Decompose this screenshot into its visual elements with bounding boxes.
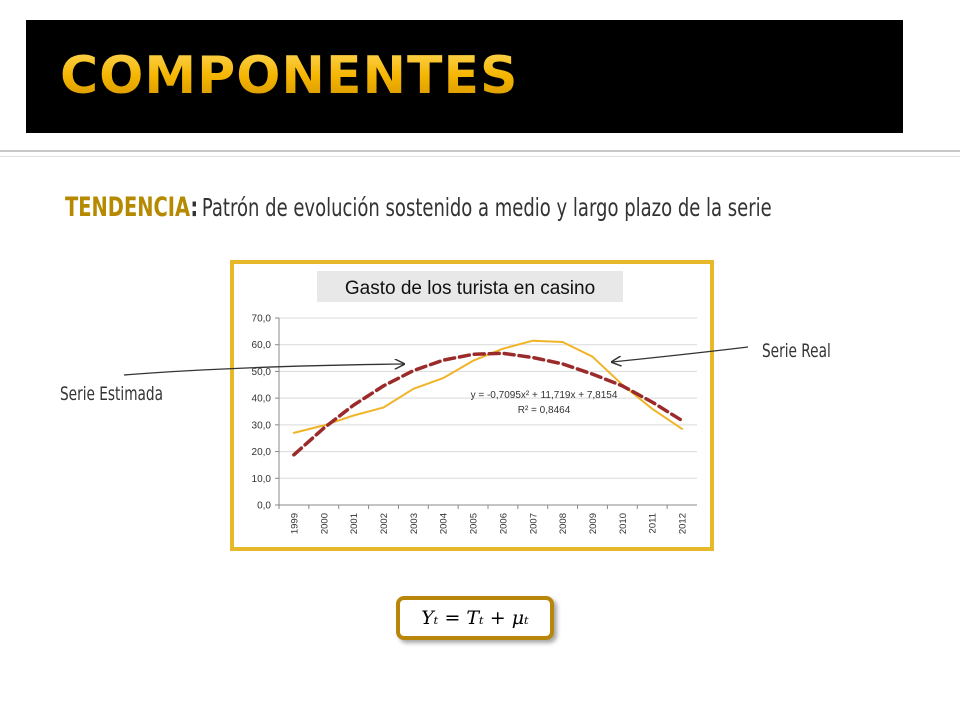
y-tick-label: 0,0 — [257, 500, 271, 512]
x-tick-label: 2011 — [647, 513, 659, 534]
x-tick-label: 2004 — [438, 513, 450, 535]
x-tick-label: 2001 — [349, 513, 361, 535]
y-tick-label: 60,0 — [251, 340, 271, 352]
x-tick-label: 2002 — [379, 513, 390, 535]
label-serie-real: Serie Real — [762, 340, 831, 362]
chart-title: Gasto de los turista en casino — [344, 278, 596, 299]
y-tick-label: 30,0 — [251, 420, 271, 432]
r-squared: R² = 0,8464 — [517, 405, 571, 416]
subtitle-key: TENDENCIA — [65, 192, 191, 223]
x-tick-label: 2007 — [528, 513, 540, 535]
formula: Yₜ = Tₜ + μₜ — [421, 607, 529, 629]
trendline-equation: y = -0,7095x² + 11,719x + 7,8154 — [470, 390, 618, 401]
label-serie-estimada: Serie Estimada — [60, 383, 164, 405]
subtitle-colon: : — [190, 192, 199, 223]
x-tick-label: 2003 — [408, 513, 420, 535]
y-tick-label: 40,0 — [251, 393, 271, 405]
x-tick-label: 2008 — [558, 513, 570, 535]
y-tick-label: 20,0 — [251, 447, 271, 459]
slide-title: COMPONENTES — [60, 40, 518, 112]
x-tick-label: 2005 — [468, 513, 480, 535]
subtitle-text: Patrón de evolución sostenido a medio y largo plazo de la serie — [201, 193, 772, 222]
chart-frame — [232, 262, 712, 549]
x-tick-label: 2000 — [319, 513, 331, 535]
x-tick-label: 1999 — [289, 513, 301, 535]
x-tick-label: 2010 — [617, 513, 629, 535]
y-tick-label: 70,0 — [251, 313, 271, 325]
formula-box — [396, 596, 554, 640]
x-tick-label: 2006 — [498, 513, 510, 535]
y-tick-label: 10,0 — [251, 473, 271, 485]
x-tick-label: 2012 — [677, 513, 689, 535]
x-tick-label: 2009 — [588, 513, 599, 535]
y-tick-label: 50,0 — [251, 366, 271, 378]
